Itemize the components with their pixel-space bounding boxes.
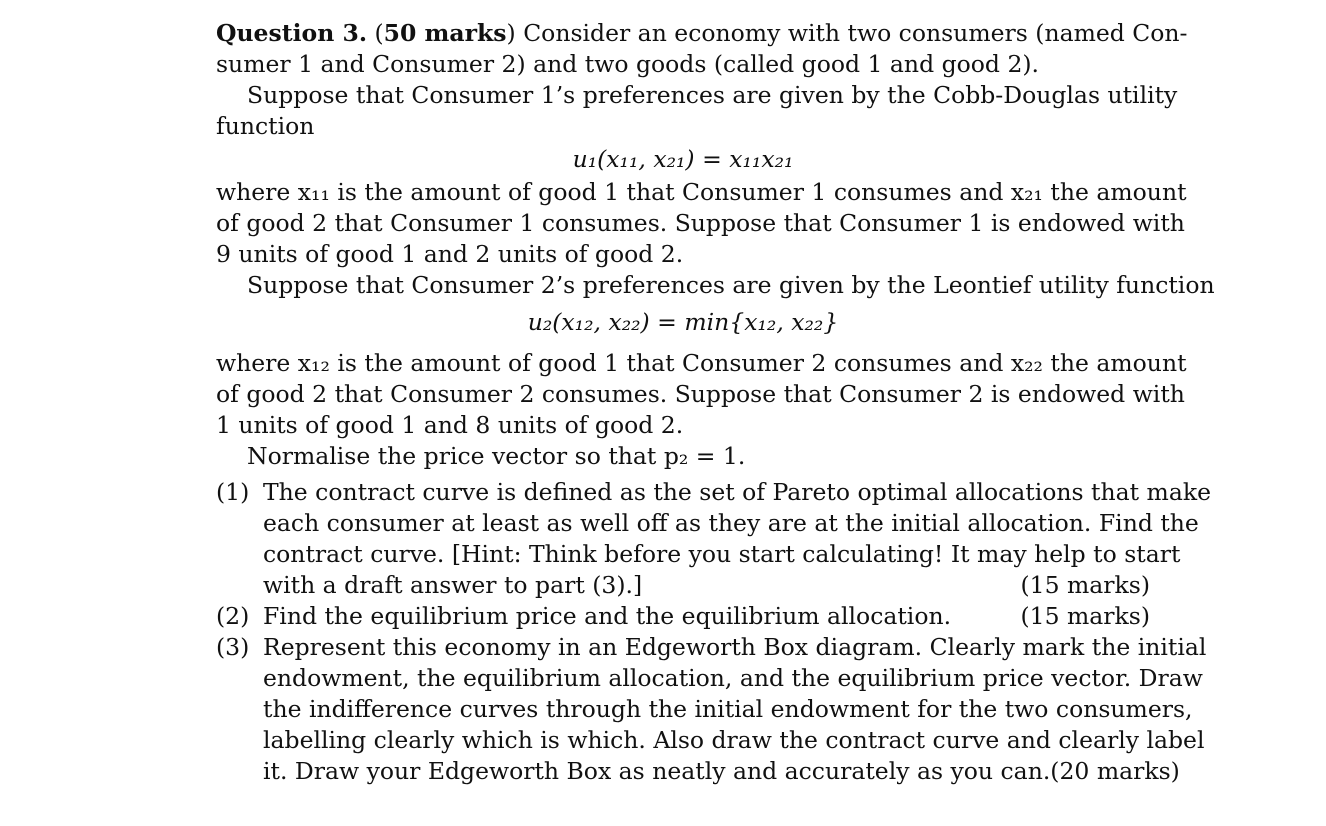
consumer1-pref-line-1: Suppose that Consumer 1’s preferences are given by the Cobb-Douglas utility xyxy=(247,81,1178,109)
part-1-last-row xyxy=(263,570,1150,601)
part-3-line-5: it. Draw your Edgeworth Box as neatly and accurately as you can. xyxy=(263,757,1051,785)
part-2 xyxy=(216,601,1150,632)
consumer2-pref-line: Suppose that Consumer 2’s preferences are given by the Leontief utility function xyxy=(247,271,1215,299)
part-1-line-2: each consumer at least as well off as they are at the initial allocation. Find the xyxy=(263,509,1199,537)
consumer1-desc-line-3: 9 units of good 1 and 2 units of good 2. xyxy=(216,240,684,268)
part-3 xyxy=(216,632,1207,787)
consumer1-desc-line-1: where x₁₁ is the amount of good 1 that Consumer 1 consumes and x₂₁ the amount xyxy=(216,178,1187,206)
part-1-marks: (15 marks) xyxy=(1020,571,1150,599)
part-2-line-1: Find the equilibrium price and the equilibrium allocation. xyxy=(263,602,952,630)
consumer2-desc-line-3: 1 units of good 1 and 8 units of good 2. xyxy=(216,411,684,439)
normalise-line: Normalise the price vector so that p₂ = 1. xyxy=(247,442,746,470)
consumer2-desc-line-1: where x₁₂ is the amount of good 1 that Consumer 2 consumes and x₂₂ the amount xyxy=(216,349,1187,377)
part-3-marks: (20 marks) xyxy=(1050,757,1180,785)
part-3-line-3: the indifference curves through the initial endowment for the two consumers, xyxy=(263,695,1193,723)
part-3-line-1: Represent this economy in an Edgeworth Box diagram. Clearly mark the initial xyxy=(263,633,1207,661)
question-page xyxy=(216,18,1215,787)
part-1-line-4: with a draft answer to part (3).] xyxy=(263,571,643,599)
part-3-line-4: labelling clearly which is which. Also draw the contract curve and clearly label xyxy=(263,726,1205,754)
part-3-last-row xyxy=(263,756,1180,787)
part-2-row xyxy=(263,601,1150,632)
part-1-line-1: The contract curve is defined as the set of Pareto optimal allocations that make xyxy=(263,478,1211,506)
part-2-number: (2) xyxy=(216,602,250,630)
part-1 xyxy=(216,477,1211,601)
part-3-line-2: endowment, the equilibrium allocation, and the equilibrium price vector. Draw xyxy=(263,664,1203,692)
part-1-line-3: contract curve. [Hint: Think before you start calculating! It may help to start xyxy=(263,540,1181,568)
consumer1-desc-line-2: of good 2 that Consumer 1 consumes. Suppose that Consumer 1 is endowed with xyxy=(216,209,1185,237)
consumer2-desc-line-2: of good 2 that Consumer 2 consumes. Suppose that Consumer 2 is endowed with xyxy=(216,380,1185,408)
question-title: Question 3. xyxy=(216,19,367,47)
part-2-marks: (15 marks) xyxy=(1020,602,1150,630)
consumer2-utility-equation: u₂(x₁₂, x₂₂) = min{x₁₂, x₂₂} xyxy=(527,308,839,336)
intro-line-2: sumer 1 and Consumer 2) and two goods (called good 1 and good 2). xyxy=(216,50,1040,78)
part-1-number: (1) xyxy=(216,478,250,506)
intro-line-1: Consider an economy with two consumers (named Con- xyxy=(523,19,1188,47)
question-marks: 50 marks xyxy=(383,19,507,47)
consumer1-utility-equation: u₁(x₁₁, x₂₁) = x₁₁x₂₁ xyxy=(572,145,794,173)
consumer1-pref-line-2: function xyxy=(216,112,315,140)
part-3-number: (3) xyxy=(216,633,250,661)
question-heading-line: Question 3. (50 marks) Consider an economy with two consumers (named Con- xyxy=(216,19,1188,47)
